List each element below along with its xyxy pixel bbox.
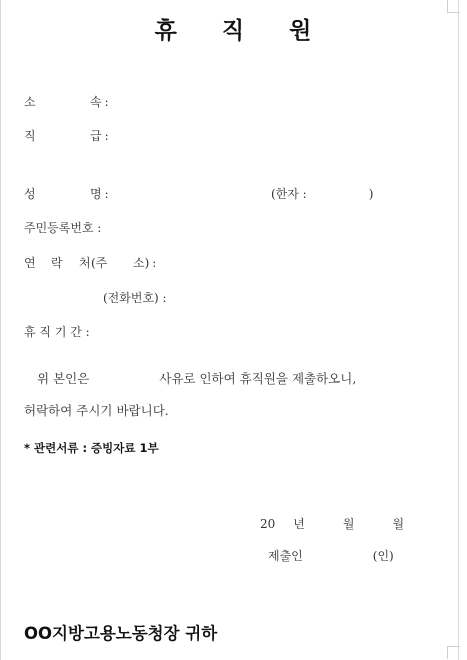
field-grade-char-2: 급 bbox=[90, 129, 102, 143]
field-contact-char-2: 락 bbox=[51, 256, 63, 270]
field-contact-colon: : bbox=[152, 256, 157, 270]
field-contact-char-3: 처 bbox=[79, 256, 91, 270]
field-grade-char-1: 직 bbox=[24, 129, 36, 143]
field-contact-address-open: (주 bbox=[91, 256, 108, 270]
left-margin-guide bbox=[0, 0, 1, 660]
field-resident-number-label: 주민등록번호 : bbox=[24, 221, 102, 235]
field-phone bbox=[103, 289, 167, 306]
submitter-line bbox=[268, 547, 394, 564]
date-line bbox=[260, 515, 404, 532]
field-hanja-close: ) bbox=[368, 187, 374, 201]
field-name-char-2: 명 bbox=[90, 187, 102, 201]
attachment-note: * 관련서류 : 증빙자료 1부 bbox=[24, 441, 159, 455]
field-hanja-label: (한자 : bbox=[271, 187, 307, 201]
field-hanja bbox=[271, 185, 373, 202]
title-char-1: 휴 bbox=[154, 18, 178, 44]
field-affiliation bbox=[24, 93, 109, 110]
title-char-3: 원 bbox=[289, 18, 313, 44]
title-char-2: 직 bbox=[221, 18, 246, 44]
field-leave-period-label: 휴 직 기 간 : bbox=[24, 325, 90, 339]
field-name bbox=[24, 185, 109, 202]
field-affiliation-colon: : bbox=[104, 95, 109, 109]
submitter-label: 제출인 bbox=[268, 549, 303, 563]
document-title bbox=[0, 12, 467, 45]
bottom-right-corner-mark bbox=[447, 646, 460, 659]
date-year: 20 bbox=[260, 517, 276, 531]
right-margin-guide bbox=[458, 0, 459, 660]
field-leave-period bbox=[24, 323, 90, 340]
field-name-colon: : bbox=[104, 187, 109, 201]
field-affiliation-char-2: 속 bbox=[90, 95, 102, 109]
field-contact-address-close: 소) bbox=[133, 256, 150, 270]
field-phone-label: (전화번호) : bbox=[103, 291, 167, 305]
field-contact-char-1: 연 bbox=[24, 256, 36, 270]
field-resident-number bbox=[24, 219, 101, 236]
date-month-unit: 월 bbox=[342, 517, 355, 531]
date-year-unit: 년 bbox=[293, 517, 305, 531]
addressee: OO지방고용노동청장 귀하 bbox=[24, 624, 218, 643]
seal-mark: (인) bbox=[372, 549, 394, 563]
body-line-1 bbox=[37, 369, 356, 387]
field-grade bbox=[24, 127, 109, 144]
field-grade-colon: : bbox=[104, 129, 109, 143]
field-contact-address bbox=[24, 254, 156, 271]
field-name-char-1: 성 bbox=[24, 187, 36, 201]
body-line-2: 허락하여 주시기 바랍니다. bbox=[24, 403, 169, 418]
field-affiliation-char-1: 소 bbox=[24, 95, 36, 109]
body-line-1-end: 사유로 인하여 휴직원을 제출하오니, bbox=[159, 371, 357, 386]
body-line-1-start: 위 본인은 bbox=[37, 371, 90, 386]
date-day-unit: 월 bbox=[392, 517, 405, 531]
